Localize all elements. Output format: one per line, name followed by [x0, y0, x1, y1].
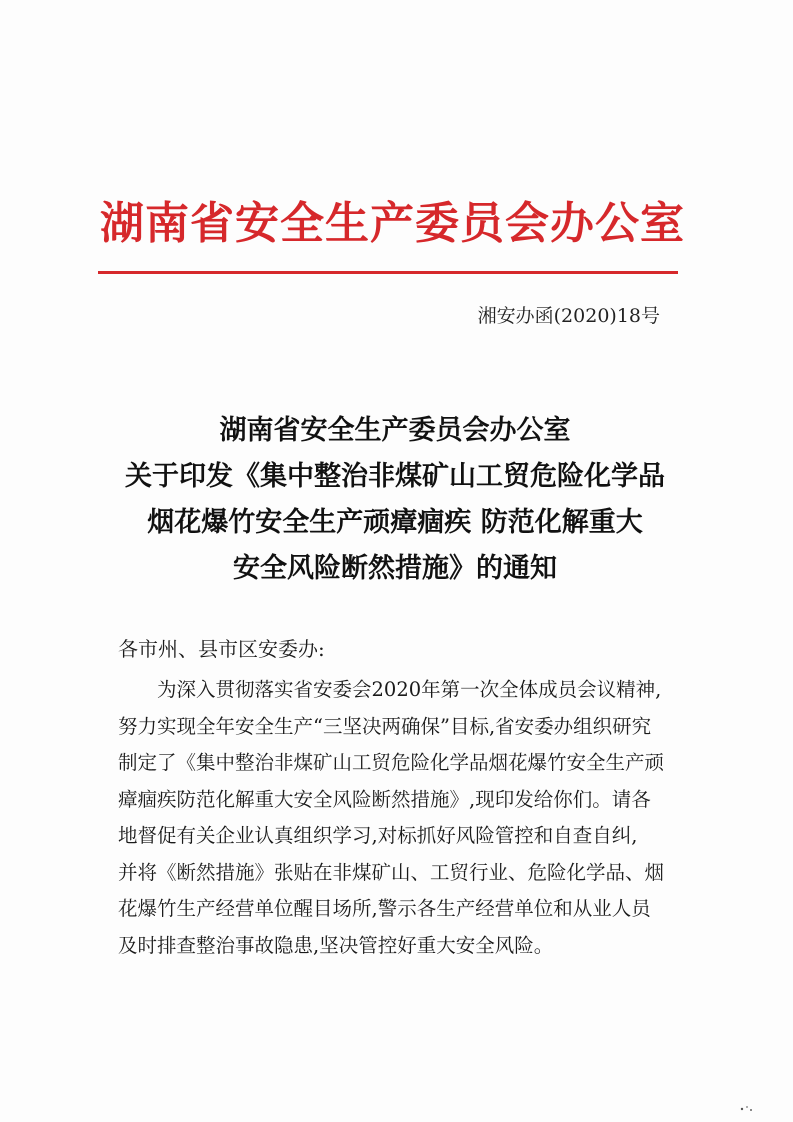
scan-speck-mark	[739, 1104, 755, 1114]
title-line: 烟花爆竹安全生产顽瘴痼疾 防范化解重大	[147, 507, 643, 538]
title-line: 安全风险断然措施》的通知	[233, 553, 557, 584]
title-line: 关于印发《集中整治非煤矿山工贸危险化学品	[125, 461, 665, 492]
title-line: 湖南省安全生产委员会办公室	[219, 415, 571, 446]
document-number: 湘安办函(2020)18号	[477, 305, 660, 327]
body-line: 制定了《集中整治非煤矿山工贸危险化学品烟花爆竹安全生产顽	[118, 751, 665, 774]
body-paragraph	[118, 672, 678, 964]
body-line: 及时排查整治事故隐患,坚决管控好重大安全风险。	[118, 933, 554, 957]
body-line: 花爆竹生产经营单位醒目场所,警示各生产经营单位和从业人员	[118, 897, 651, 920]
body-line: 为深入贯彻落实省安委会2020年第一次全体成员会议精神,	[157, 678, 662, 701]
body-line: 地督促有关企业认真组织学习,对标抓好风险管控和自查自纠,	[118, 824, 638, 847]
salutation: 各市州、县市区安委办:	[118, 637, 325, 661]
body-line: 努力实现全年安全生产“三坚决两确保”目标,省安委办组织研究	[118, 714, 652, 738]
body-line: 并将《断然措施》张贴在非煤矿山、工贸行业、危险化学品、烟	[118, 860, 665, 884]
body-line: 瘴痼疾防范化解重大安全风险断然措施》,现印发给你们。请各	[118, 787, 651, 811]
document-title	[90, 408, 700, 592]
masthead-org-name: 湖南省安全生产委员会办公室	[100, 198, 685, 249]
masthead-red-rule	[98, 271, 678, 274]
